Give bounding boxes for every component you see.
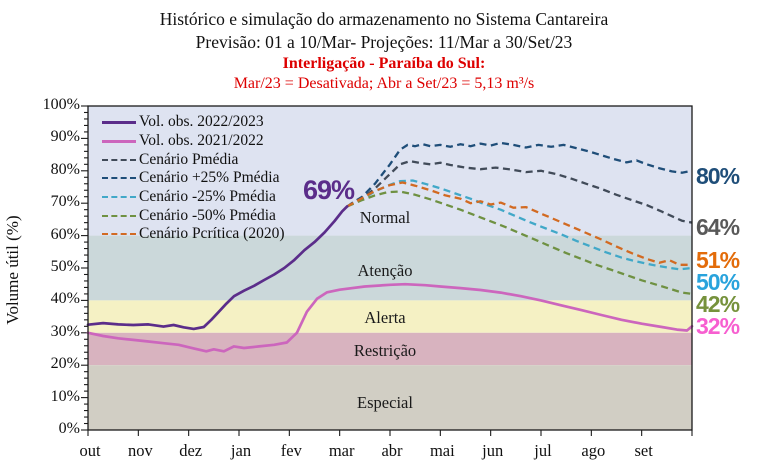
x-tick-label: mai [429, 441, 455, 460]
end-label-80: 80% [696, 163, 740, 189]
legend-label: Vol. obs. 2021/2022 [139, 132, 264, 150]
legend-swatch-dashed [102, 159, 136, 161]
x-tick-label: jan [230, 441, 252, 460]
projection-start-annotation: 69% [303, 175, 355, 205]
legend-item [102, 169, 284, 188]
end-label-50: 50% [696, 269, 740, 295]
legend-swatch-dashed [102, 177, 136, 179]
zone-label-alerta: Alerta [364, 308, 406, 327]
legend-swatch-dashed [102, 233, 136, 235]
y-tick-label: 20% [50, 355, 80, 373]
y-tick-label: 60% [50, 225, 80, 243]
zone-label-especial: Especial [357, 393, 413, 412]
legend-swatch-solid [102, 121, 136, 124]
legend-item [102, 188, 284, 207]
legend-swatch-dashed [102, 196, 136, 198]
x-tick-label: nov [127, 441, 153, 460]
end-label-42: 42% [696, 291, 740, 317]
legend-label: Vol. obs. 2022/2023 [139, 113, 264, 131]
legend-label: Cenário +25% Pmédia [139, 169, 280, 187]
x-tick-label: ago [581, 441, 606, 460]
legend-item [102, 150, 284, 169]
legend-item [102, 132, 284, 151]
y-tick-label: 70% [50, 193, 80, 211]
y-tick-label: 40% [50, 290, 80, 308]
chart-title: Histórico e simulação do armazenamento no Sistema Cantareira [159, 9, 609, 29]
x-tick-label: abr [381, 441, 403, 460]
legend-item [102, 206, 284, 225]
y-tick-label: 90% [50, 128, 80, 146]
chart-subtitle: Previsão: 01 a 10/Mar- Projeções: 11/Mar a 30/Set/23 [195, 32, 573, 52]
x-tick-label: mar [328, 441, 355, 460]
interconnection-title: Interligação - Paraíba do Sul: [282, 55, 486, 72]
end-label-51: 51% [696, 247, 740, 273]
legend-label: Cenário Pmédia [139, 150, 239, 168]
y-axis-title: Volume útil (%) [3, 215, 22, 325]
y-tick-label: 80% [50, 160, 80, 178]
legend-label: Cenário -25% Pmédia [139, 188, 276, 206]
x-tick-label: out [79, 441, 101, 460]
x-tick-label: jun [482, 441, 504, 460]
end-label-64: 64% [696, 214, 740, 240]
zone-label-normal: Normal [359, 208, 411, 227]
legend-item [102, 225, 284, 244]
legend-label: Cenário Pcrítica (2020) [139, 225, 285, 243]
zone-label-atenção: Atenção [357, 261, 413, 280]
legend [102, 113, 284, 244]
x-tick-label: set [634, 441, 653, 460]
y-tick-label: 30% [50, 322, 80, 340]
y-tick-label: 50% [50, 258, 80, 275]
legend-item [102, 113, 284, 132]
x-tick-label: jul [534, 441, 552, 460]
y-tick-label: 0% [58, 420, 80, 437]
zone-label-restrição: Restrição [353, 341, 417, 360]
interconnection-detail: Mar/23 = Desativada; Abr a Set/23 = 5,13 m³/s [233, 75, 535, 92]
legend-label: Cenário -50% Pmédia [139, 206, 276, 224]
legend-swatch-solid [102, 140, 136, 143]
y-tick-label: 100% [42, 96, 80, 113]
x-tick-label: dez [179, 441, 203, 460]
end-label-32: 32% [696, 313, 740, 339]
x-tick-label: fev [280, 441, 302, 460]
y-tick-label: 10% [50, 387, 80, 405]
legend-swatch-dashed [102, 215, 136, 217]
